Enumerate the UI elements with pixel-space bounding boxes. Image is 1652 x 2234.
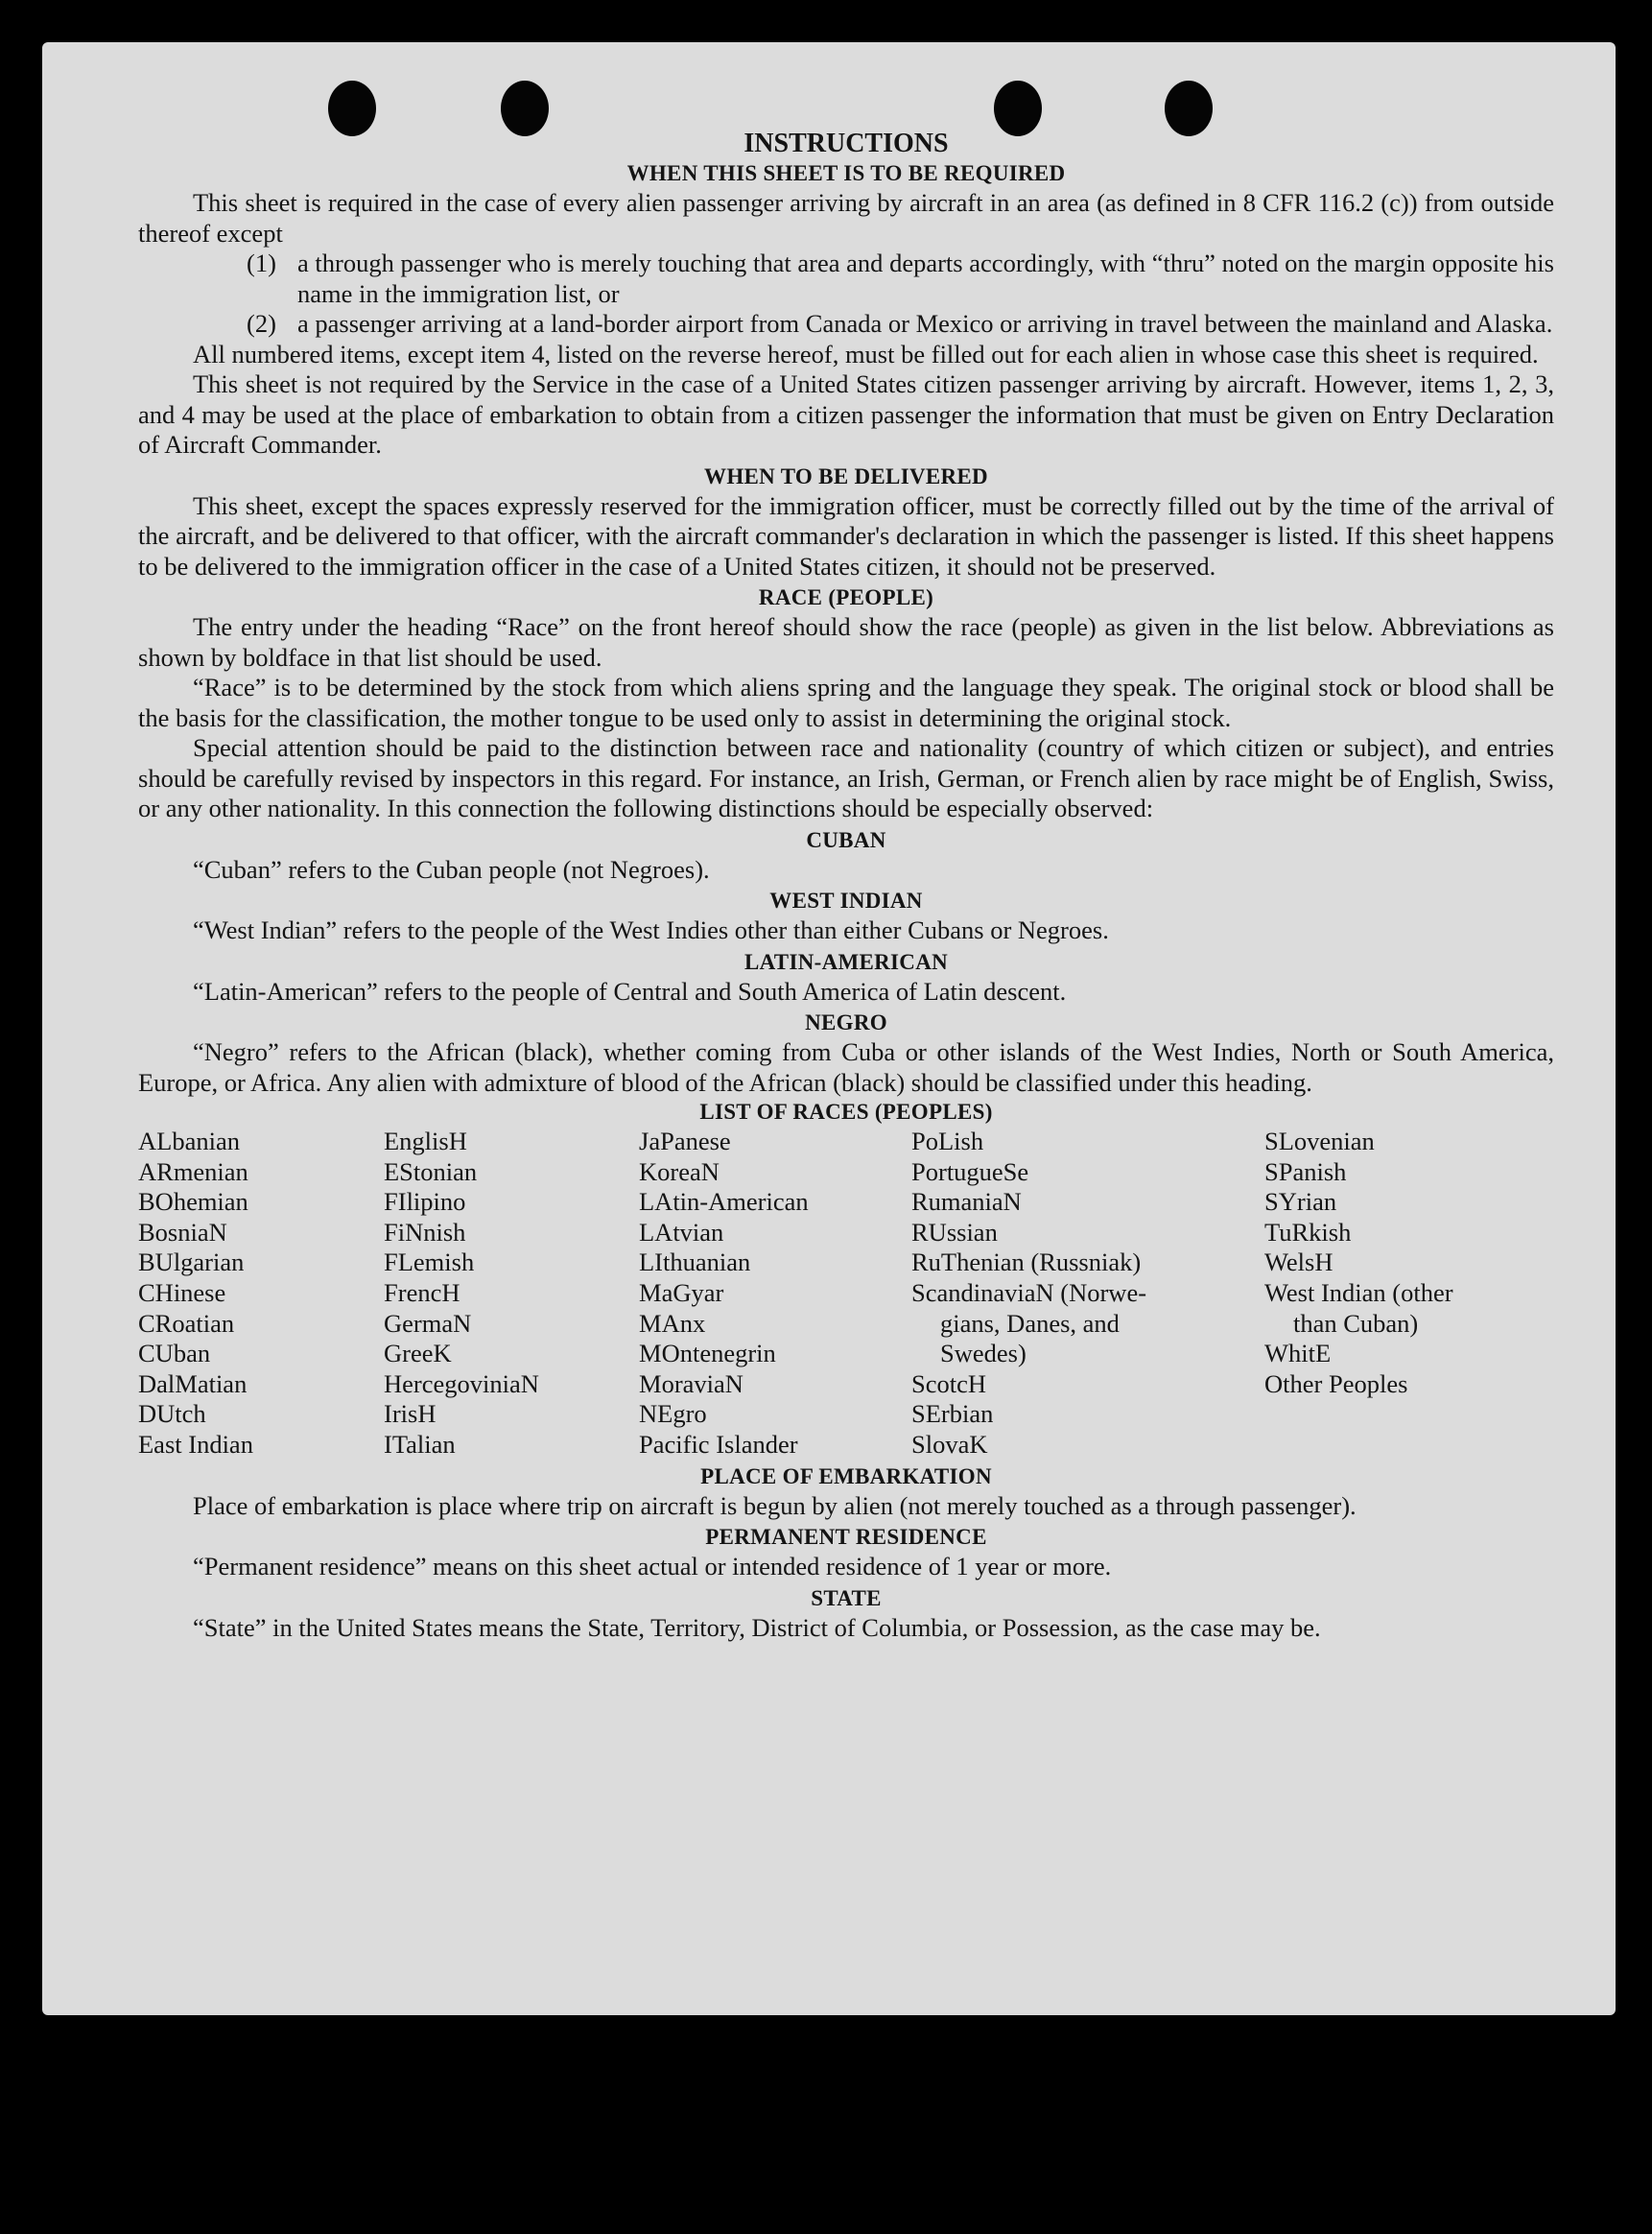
list-item: HercegoviniaN bbox=[384, 1368, 539, 1398]
list-item: LAtin-American bbox=[639, 1187, 809, 1217]
list-item: ScandinaviaN (Norwe- bbox=[911, 1277, 1147, 1307]
list-item: gians, Danes, and bbox=[940, 1308, 1120, 1338]
races-column bbox=[1264, 1127, 1552, 1461]
list-item: SPanish bbox=[1264, 1156, 1347, 1186]
when-required-heading: WHEN THIS SHEET IS TO BE REQUIRED bbox=[626, 161, 1066, 185]
list-item: RuThenian (Russniak) bbox=[911, 1248, 1142, 1277]
paragraph: “Race” is to be determined by the stock from which aliens spring and the language they speak. The original stock or blood shall be the basis for the classification, the mother tongue to be used only to assist in determining the original stock. bbox=[138, 673, 1554, 732]
paragraph: “State” in the United States means the State, Territory, District of Columbia, or Possession, as the case may be. bbox=[193, 1612, 1321, 1642]
list-item: DalMatian bbox=[138, 1368, 248, 1398]
paragraph: “Permanent residence” means on this sheet actual or intended residence of 1 year or more. bbox=[193, 1552, 1112, 1581]
paragraph: Special attention should be paid to the distinction between race and nationality (country of which citizen or subject), and entries should be carefully revised by inspectors in this regard. For instance, an Irish, German, or French alien by race might be of English, Swiss, or any other nationality. In this connection the following distinctions should be especially observed: bbox=[138, 733, 1554, 822]
paragraph: “West Indian” refers to the people of the West Indies other than either Cubans or Negroes. bbox=[193, 915, 1109, 944]
list-item: CHinese bbox=[138, 1277, 226, 1307]
list-item: EStonian bbox=[384, 1156, 478, 1186]
list-item: FIlipino bbox=[384, 1187, 466, 1217]
list-item: WhitE bbox=[1264, 1339, 1332, 1368]
list-item: PoLish bbox=[911, 1127, 984, 1155]
paragraph: “Latin-American” refers to the people of Central and South America of Latin descent. bbox=[193, 976, 1067, 1006]
list-item: LAtvian bbox=[639, 1217, 724, 1247]
paragraph: This sheet, except the spaces expressly reserved for the immigration officer, must be correctly filled out by the time of the arrival of the aircraft, and be delivered to that officer, with the aircraft commander's declaration in which the passenger is listed. If this sheet happens to be delivered to the immigration officer in the case of a United States citizen, it should not be preserved. bbox=[138, 490, 1554, 581]
list-item: Other Peoples bbox=[1264, 1368, 1408, 1398]
list-item: JaPanese bbox=[639, 1127, 731, 1155]
list-item: EnglisH bbox=[384, 1127, 467, 1155]
list-item: DUtch bbox=[138, 1399, 206, 1429]
list-item: RumaniaN bbox=[911, 1187, 1022, 1217]
races-column bbox=[911, 1127, 1264, 1461]
race-heading: RACE (PEOPLE) bbox=[758, 585, 934, 609]
list-item: ITalian bbox=[384, 1429, 456, 1459]
latin-american-heading: LATIN-AMERICAN bbox=[743, 949, 949, 974]
list-item: SLovenian bbox=[1264, 1127, 1375, 1155]
list-item: (1) a through passenger who is merely touching that area and departs accordingly, with “thru” noted on the margin opposite his name in the immigration list, or bbox=[247, 249, 1554, 308]
list-item: BUlgarian bbox=[138, 1248, 245, 1277]
cuban-heading: CUBAN bbox=[806, 827, 886, 852]
list-item: CRoatian bbox=[138, 1308, 235, 1338]
list-item: FiNnish bbox=[384, 1217, 466, 1247]
paragraph: This sheet is not required by the Service in the case of a United States citizen passenger arriving by aircraft. However, items 1, 2, 3, and 4 may be used at the place of embarkation to obtain from a citizen passenger the information that must be given on Entry Declaration of Aircraft Commander. bbox=[138, 369, 1554, 459]
list-item: KoreaN bbox=[639, 1156, 720, 1186]
list-item: MaGyar bbox=[639, 1277, 724, 1307]
list-item: BosniaN bbox=[138, 1217, 227, 1247]
page-title: INSTRUCTIONS bbox=[743, 129, 949, 158]
list-item: West Indian (other bbox=[1264, 1277, 1453, 1307]
west-indian-heading: WEST INDIAN bbox=[769, 889, 923, 913]
list-item: GreeK bbox=[384, 1339, 452, 1368]
list-item: ARmenian bbox=[138, 1156, 248, 1186]
list-item: MoraviaN bbox=[639, 1368, 743, 1398]
list-item: LIthuanian bbox=[639, 1248, 751, 1277]
list-item: ScotcH bbox=[911, 1368, 987, 1398]
list-item: MAnx bbox=[639, 1308, 706, 1338]
state-heading: STATE bbox=[811, 1585, 882, 1610]
list-item: than Cuban) bbox=[1293, 1308, 1419, 1338]
list-item: RUssian bbox=[911, 1217, 998, 1247]
permanent-residence-heading: PERMANENT RESIDENCE bbox=[705, 1525, 987, 1550]
document-sheet bbox=[42, 42, 1616, 2015]
list-item: FLemish bbox=[384, 1248, 475, 1277]
list-of-races-heading: LIST OF RACES (PEOPLES) bbox=[699, 1100, 993, 1124]
paragraph: “Negro” refers to the African (black), whether coming from Cuba or other islands of the West Indies, North or South America, Europe, or Africa. Any alien with admixture of blood of the African (black) should be classified under this heading. bbox=[138, 1037, 1554, 1097]
list-item: BOhemian bbox=[138, 1187, 248, 1217]
races-column bbox=[138, 1127, 384, 1461]
races-column bbox=[639, 1127, 911, 1461]
list-item: SErbian bbox=[911, 1399, 994, 1429]
list-item: SYrian bbox=[1264, 1187, 1337, 1217]
when-delivered-heading: WHEN TO BE DELIVERED bbox=[704, 463, 988, 488]
paragraph: The entry under the heading “Race” on the front hereof should show the race (people) as given in the list below. Abbreviations as shown by boldface in that list should be used. bbox=[138, 612, 1554, 672]
list-item: ALbanian bbox=[138, 1127, 240, 1155]
races-list bbox=[138, 1127, 1554, 1461]
instructions-content bbox=[138, 129, 1554, 1643]
place-of-embarkation-heading: PLACE OF EMBARKATION bbox=[700, 1463, 992, 1488]
paragraph: Place of embarkation is place where trip on aircraft is begun by alien (not merely touched as a through passenger). bbox=[193, 1490, 1357, 1520]
paragraph: All numbered items, except item 4, listed on the reverse hereof, must be filled out for each alien in whose case this sheet is required. bbox=[193, 339, 1539, 368]
races-column bbox=[384, 1127, 639, 1461]
negro-heading: NEGRO bbox=[805, 1010, 887, 1034]
list-item: MOntenegrin bbox=[639, 1339, 776, 1368]
paragraph: “Cuban” refers to the Cuban people (not Negroes). bbox=[193, 854, 710, 884]
list-item: TuRkish bbox=[1264, 1217, 1352, 1247]
list-item: SlovaK bbox=[911, 1429, 988, 1459]
list-item: WelsH bbox=[1264, 1248, 1333, 1277]
list-item: Swedes) bbox=[940, 1339, 1027, 1368]
list-item: PortugueSe bbox=[911, 1156, 1029, 1186]
list-item: IrisH bbox=[384, 1399, 437, 1429]
list-item: GermaN bbox=[384, 1308, 472, 1338]
list-item: CUban bbox=[138, 1339, 211, 1368]
list-item: (2) a passenger arriving at a land-border airport from Canada or Mexico or arriving in travel between the mainland and Alaska. bbox=[247, 309, 1553, 338]
list-item: East Indian bbox=[138, 1429, 253, 1459]
list-item: NEgro bbox=[639, 1399, 707, 1429]
list-item: FrencH bbox=[384, 1277, 460, 1307]
paragraph: This sheet is required in the case of every alien passenger arriving by aircraft in an area (as defined in 8 CFR 116.2 (c)) from outside thereof except bbox=[138, 188, 1554, 248]
list-item: Pacific Islander bbox=[639, 1429, 798, 1459]
